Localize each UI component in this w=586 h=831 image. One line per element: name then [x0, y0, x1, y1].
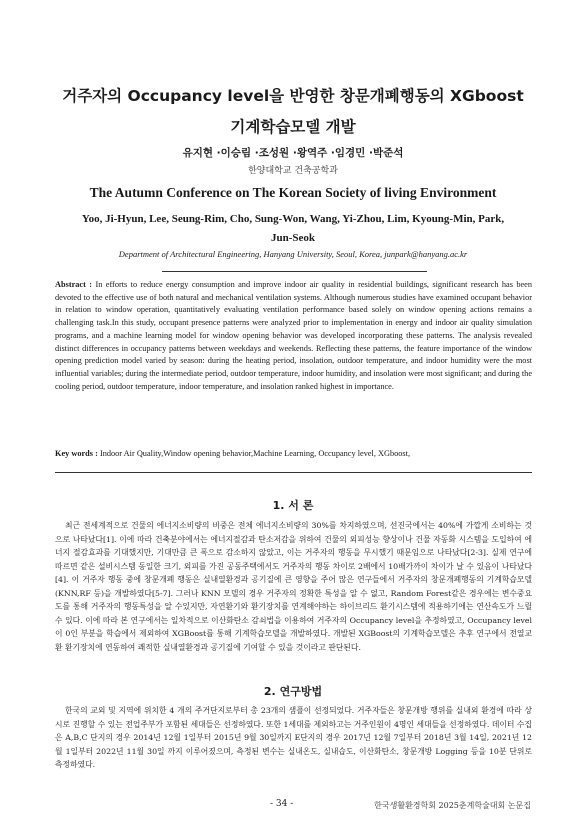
affiliation-english: Department of Architectural Engineering, Hanyang University, Seoul, Korea, junpark@hanyang.ac.kr	[118, 249, 468, 259]
divider-bottom	[55, 472, 532, 473]
authors-english: Yoo, Ji-Hyun, Lee, Seung-Rim, Cho, Sung-Won, Wang, Yi-Zhou, Lim, Kyoung-Min, Park, Jun-Seok	[81, 213, 505, 244]
authors-korean: 유지현 ·이승림 ·조성원 ·왕역주 ·임경민 ·박준석	[182, 147, 404, 159]
keywords-text: Indoor Air Quality,Window opening behavior,Machine Learning, Occupancy level, XGboost,	[97, 449, 411, 458]
paper-title-line2: 기계학습모델 개발	[230, 118, 356, 136]
keywords	[55, 449, 532, 458]
divider-top	[162, 271, 427, 272]
paper-title-line1: 거주자의 Occupancy level을 반영한 창문개폐행동의 XGboost	[62, 87, 524, 105]
conference-title: The Autumn Conference on The Korean Society of living Environment	[89, 185, 497, 200]
abstract-label: Abstract :	[55, 280, 93, 289]
introduction-paragraph: 최근 전세계적으로 건물의 에너지소비량의 비중은 전체 에너지소비량의 30%를 차지하였으며, 선진국에서는 40%에 가깝게 소비하는 것으로 나타났다[1]. 이에 따라 건축분야에서는 에너지절감과 탄소저감을 위하여 건물의 외피성능 향상이나 건물 자동화 시스템을 도입하여 에너지 절감효과를 기대했지만, 기대만큼 큰 폭으로 감소하지 않았고, 이는 거주자의 행동을 무시했기 때문임으로 나타났다[2-3]. 실제 연구에 따르면 같은 설비시스템 동일한 크기, 외피를 가진 공동주택에서도 거주자의 행동 차이로 2배에서 10배가까이 차이가 날 수 있음이 나타났다[4]. 이 거주자 행동 중에 창문개폐 행동은 실내열환경과 공기질에 큰 영향을 주어 많은 연구들에서 거주자의 창문개폐행동의 기계학습모델(KNN,RF 등)을 개발하였다[5-7]. 그러나 KNN 모델의 경우 거주자의 정확한 특성을 알 수 없고, Random Forest같은 경우에는 변수중요도를 통해 거주자의 행동특성을 알 수있지만, 자연환기와 환기장치를 연계해야하는 하이브리드 환기시스템에 적용하기에는 연산속도가 느릴 수 있다. 이에 따라 본 연구에서는 일차적으로 이산화탄소 감쇠법을 이용하여 거주자의 Occupancy level을 추정하였고, Occupancy level 이 0인 부분을 학습에서 제외하여 XGBoost를 통해 기계학습모델을 개발하였다. 개발된 XGBoost의 기계학습모델은 추후 연구에서 전열교환 환기장치에 연동하여 쾌적한 실내열환경과 공기질에 기여할 수 있을 것이라고 판단된다.	[55, 521, 532, 652]
page-number: - 34 -	[270, 799, 294, 809]
abstract-text: In efforts to reduce energy consumption and improve indoor air quality in residential buildings, significant research has been devoted to the effective use of both natural and mechanical ventilation systems. Although numerous studies have examined occupant behavior in relation to window operation, quantitatively evaluating ventilation performance based solely on window opening actions remains a challenging task.In this study, occupant presence patterns were analyzed prior to implementation in energy and indoor air quality simulation programs, and a machine learning model for window opening behavior was developed incorporating these patterns. The analysis revealed distinct differences in occupancy patterns between weekdays and weekends. Reflecting these patterns, the feature importance of the window opening prediction model varied by season: during the heating period, insolation, outdoor temperature, and indoor humidity were the most influential variables; during the intermediate period, outdoor temperature, indoor humidity, and insolation were most significant; and during the cooling period, outdoor temperature, indoor temperature, and insolation ranked highest in importance.	[55, 280, 532, 391]
section-heading-introduction: 1. 서 론	[272, 499, 314, 512]
method-paragraph: 한국의 교외 및 지역에 위치한 4 개의 주거단지로부터 총 23개의 샘플이 선정되었다. 거주자들은 창문개방 행위를 실내외 환경에 따라 상시로 진행할 수 있는 전업주부가 포함된 세대들은 선정하였다. 또한 1세대를 제외하고는 거주인원이 4명인 세대들을 선정하였다. 데이터 수집은 A,B,C 단지의 경우 2014년 12월 1일부터 2015년 9월 30일까지 E단지의 경우 2017년 12월 7일부터 2018년 3월 14일, 2021년 12월 1일부터 2022년 11월 30일 까지 이루어졌으며, 측정된 변수는 실내온도, 실내습도, 이산화탄소, 창문개방 Logging 등을 10분 단위로 측정하였다.	[55, 706, 532, 769]
abstract	[55, 279, 532, 393]
footer-proceedings: 한국생활환경학회 2025춘계학술대회 논문집	[374, 801, 531, 810]
section-heading-method: 2. 연구방법	[263, 685, 323, 698]
affiliation-korean: 한양대학교 건축공학과	[248, 166, 338, 176]
keywords-label: Key words :	[55, 449, 98, 458]
